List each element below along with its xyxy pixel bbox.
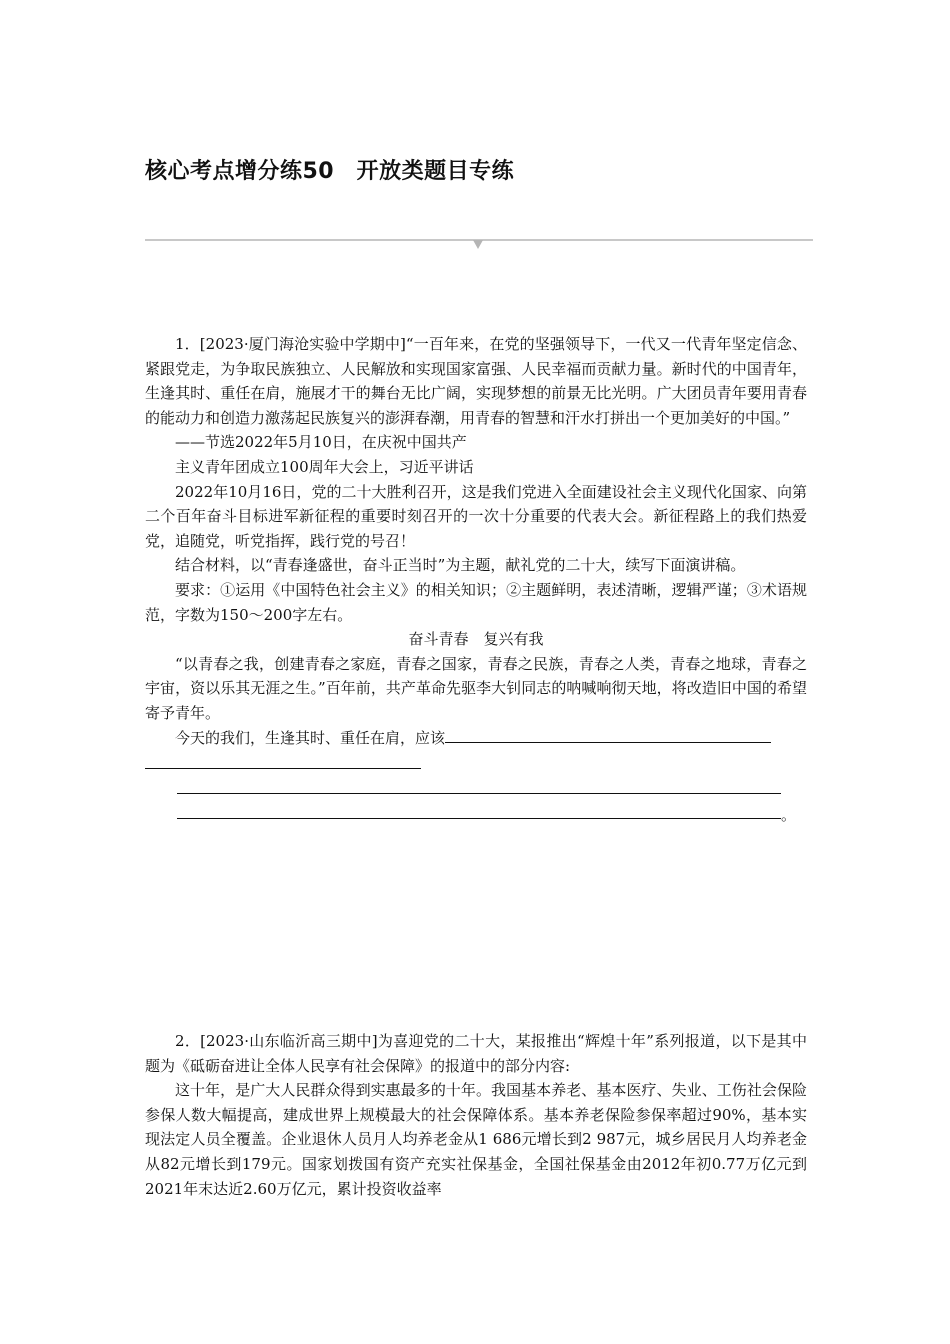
answer-line-2[interactable] — [145, 775, 807, 800]
speech-paragraph-2 — [145, 726, 807, 751]
speech-paragraph-2-lead: 今天的我们，生逢其时、重任在肩，应该 — [175, 728, 446, 747]
speech-title: 奋斗青春 复兴有我 — [408, 630, 544, 649]
question-1-requirement: 要求：①运用《中国特色社会主义》的相关知识；②主题鲜明，表述清晰，逻辑严谨；③术语规范，字数为150～200字左右。 — [145, 580, 807, 624]
question-1-stem: 1．[2023·厦门海沧实验中学期中]“一百年来，在党的坚强领导下，一代又一代青年坚定信念、紧跟党走，为争取民族独立、人民解放和实现国家富强、人民幸福而贡献力量。新时代的中国青年，生逢其时、重任在肩，施展才干的舞台无比广阔，实现梦想的前景无比光明。广大团员青年要用青春的能动力和创造力激荡起民族复兴的澎湃春潮，用青春的智慧和汗水打拼出一个更加美好的中国。” — [145, 335, 807, 427]
question-1-task: 结合材料，以“青春逢盛世，奋斗正当时”为主题，献礼党的二十大，续写下面演讲稿。 — [175, 556, 746, 575]
answer-line-1[interactable] — [145, 750, 807, 775]
question-1-material: 2022年10月16日，党的二十大胜利召开，这是我们党进入全面建设社会主义现代化国家、向第二个百年奋斗目标进军新征程的重要时刻召开的一次十分重要的代表大会。新征程路上的我们热爱党，追随党，听党指挥，践行党的号召！ — [145, 482, 807, 550]
triangle-down-icon — [473, 240, 483, 249]
question-2-stem: 2．[2023·山东临沂高三期中]为喜迎党的二十大，某报推出“辉煌十年”系列报道，以下是其中题为《砥砺奋进让全体人民享有社会保障》的报道中的部分内容: — [145, 1032, 807, 1075]
page-title: 核心考点增分练50 开放类题目专练 — [145, 159, 515, 184]
speech-paragraph-1: “以青春之我，创建青春之家庭，青春之国家，青春之民族，青春之人类，青春之地球，青春之宇宙，资以乐其无涯之生。”百年前，共产革命先驱李大钊同志的呐喊响彻天地，将改造旧中国的希望寄予青年。 — [145, 654, 807, 722]
question-1-source-line-1: ——节选2022年5月10日，在庆祝中国共产 — [175, 433, 467, 452]
answer-line-3[interactable] — [145, 800, 807, 825]
answer-end-mark: 。 — [781, 806, 797, 825]
question-1-source-line-2: 主义青年团成立100周年大会上，习近平讲话 — [175, 457, 474, 476]
question-1 — [145, 332, 807, 825]
question-2-material: 这十年，是广大人民群众得到实惠最多的十年。我国基本养老、基本医疗、失业、工伤社会保险参保人数大幅提高，建成世界上规模最大的社会保障体系。基本养老保险参保率超过90%，基本实现法定人员全覆盖。企业退休人员月人均养老金从1 686元增长到2 987元，城乡居民月人均养老金从82元增长到179元。国家划拨国有资产充实社保基金，全国社保基金由2012年初0.77万亿元到2021年末达近2.60万亿元，累计投资收益率 — [145, 1081, 807, 1198]
question-2 — [145, 1029, 807, 1201]
answer-blank-inline[interactable] — [445, 726, 771, 743]
